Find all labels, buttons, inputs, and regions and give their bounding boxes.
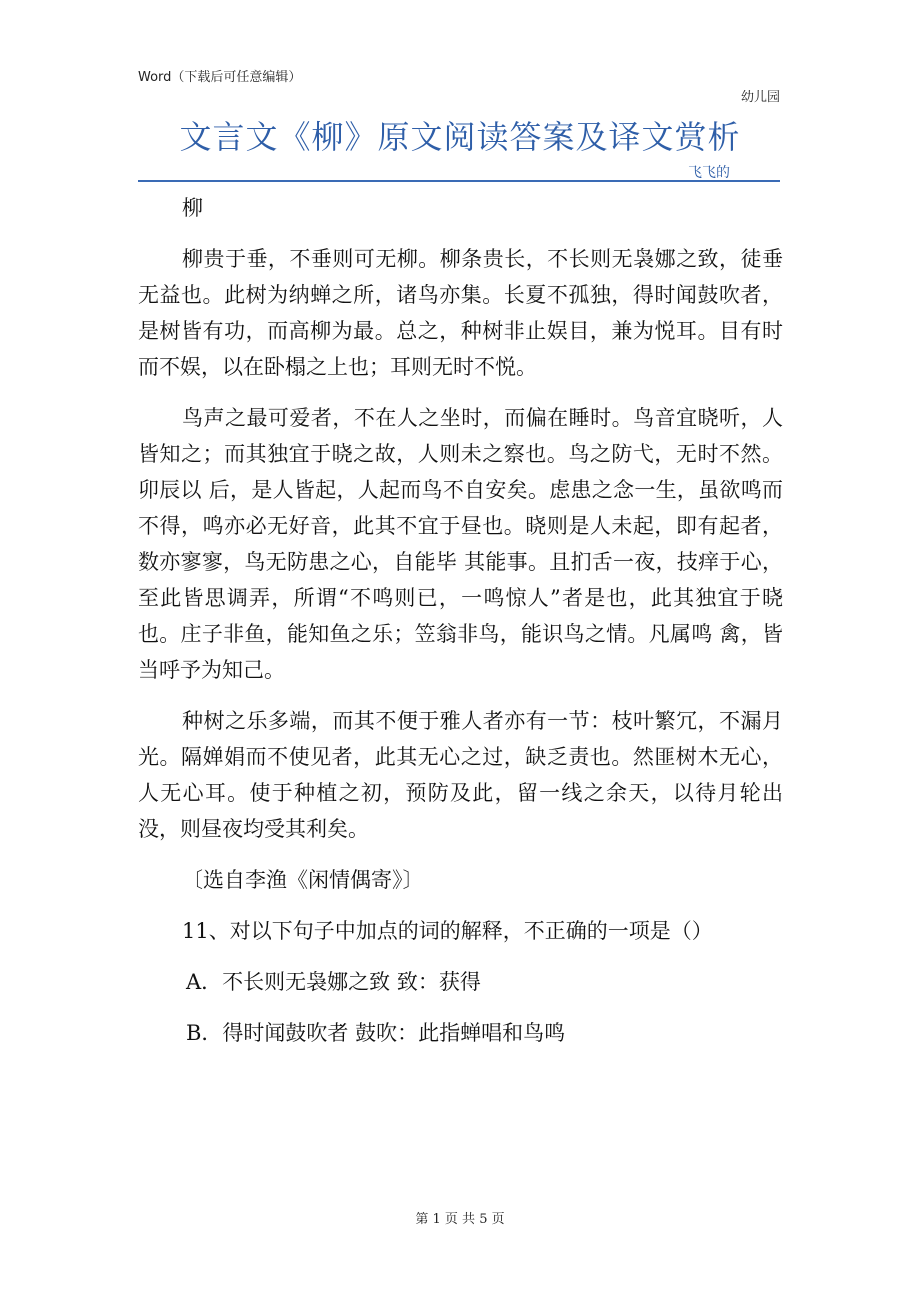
header-left-text: Word（下载后可任意编辑） [138,70,302,85]
page-footer: 第 1 页 共 5 页 [415,1212,505,1227]
option-a: A．不长则无袅娜之致 致：获得 [186,970,481,994]
paragraph-2: 鸟声之最可爱者，不在人之坐时，而偏在睡时。鸟音宜晓听，人皆知之；而其独宜于晓之故，人则未之察也。鸟之防弋，无时不然。卯辰以 后，是人皆起，人起而鸟不自安矣。虑患之念一生，虽欲鸣而不得，鸣亦必无好音，此其不宜于昼也。晓则是人未起，即有起者，数亦寥寥，鸟无防患之心，自能毕 其能事。且扪舌一夜，技痒于心，至此皆思调弄，所谓“不鸣则已，一鸣惊人”者是也，此其独宜于晓也。庄子非鱼，能知鱼之乐；笠翁非鸟，能识鸟之情。凡属鸣 禽，皆当呼予为知己。 [138,406,783,682]
source-citation: 〔选自李渔《闲情偶寄》〕 [182,868,424,892]
document-title: 文言文《柳》原文阅读答案及译文赏析 [179,118,741,156]
option-b: B．得时闻鼓吹者 鼓吹：此指蝉唱和鸟鸣 [186,1021,566,1045]
title-divider [138,180,780,182]
header-right-text: 幼儿园 [740,90,780,105]
document-body [138,190,783,1066]
question-11: 11、对以下句子中加点的词的解释，不正确的一项是（） [182,919,713,943]
author-name: 飞飞的 [688,165,730,181]
poem-heading: 柳 [182,196,203,220]
paragraph-3: 种树之乐多端，而其不便于雅人者亦有一节：枝叶繁冗，不漏月光。隔婵娟而不使见者，此其无心之过，缺乏责也。然匪树木无心，人无心耳。使于种植之初，预防及此，留一线之余天，以待月轮出没，则昼夜均受其利矣。 [138,709,783,841]
paragraph-1: 柳贵于垂，不垂则可无柳。柳条贵长，不长则无袅娜之致，徒垂无益也。此树为纳蝉之所，诸鸟亦集。长夏不孤独，得时闻鼓吹者，是树皆有功，而高柳为最。总之，种树非止娱目，兼为悦耳。目有时而不娱，以在卧榻之上也；耳则无时不悦。 [138,247,783,379]
